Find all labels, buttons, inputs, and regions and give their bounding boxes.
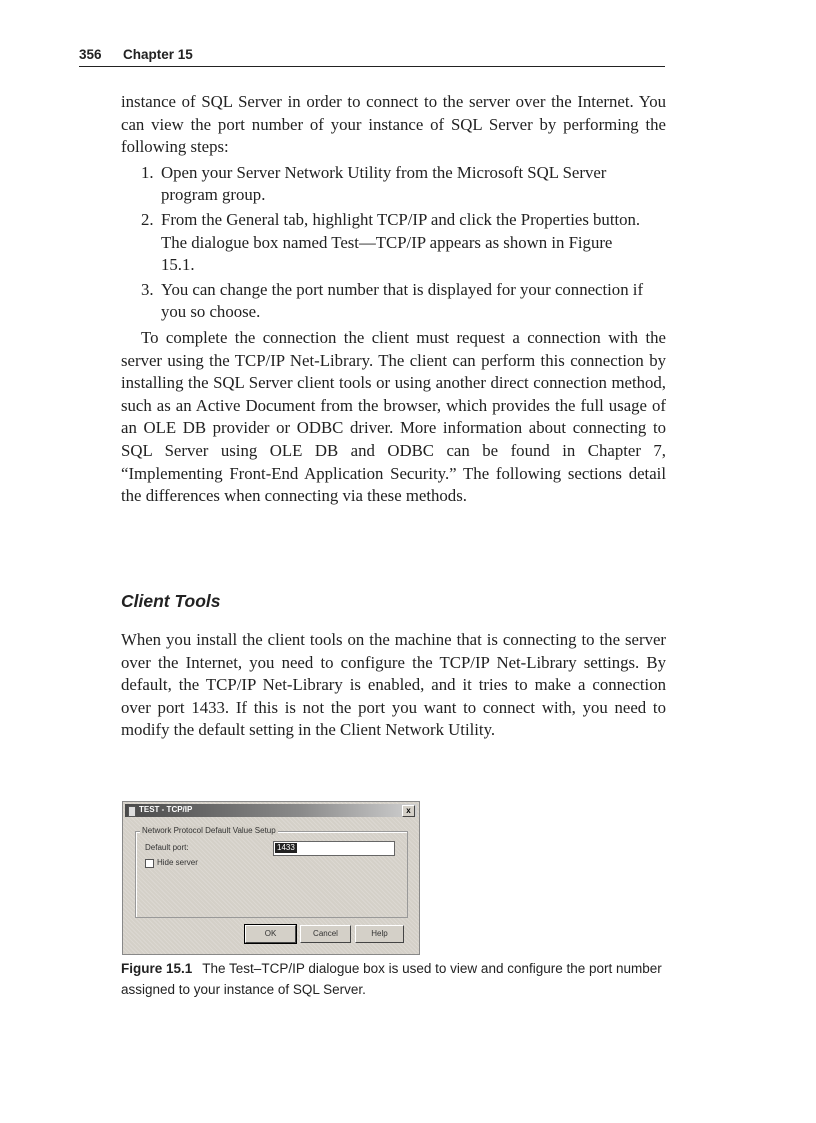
window-icon xyxy=(128,806,136,817)
cancel-button[interactable]: Cancel xyxy=(300,925,351,943)
ok-button[interactable]: OK xyxy=(245,925,296,943)
hide-server-label: Hide server xyxy=(157,858,198,867)
step-text: Open your Server Network Utility from the Microsoft SQL Server program group. xyxy=(161,162,607,205)
step-text: You can change the port number that is displayed for your connection if you so choose. xyxy=(161,279,644,322)
help-button[interactable]: Help xyxy=(355,925,404,943)
body-text xyxy=(121,91,666,508)
running-header xyxy=(79,45,665,67)
list-item xyxy=(121,209,666,277)
section-heading: Client Tools xyxy=(121,591,221,611)
port-value: 1433 xyxy=(277,843,295,852)
dialog-title: TEST - TCP/IP xyxy=(139,805,193,814)
step-number: 1. xyxy=(141,162,154,182)
hide-server-checkbox[interactable] xyxy=(145,859,154,868)
caption-text: The Test–TCP/IP dialogue box is used to view and configure the port number assigned to your instance of SQL Server. xyxy=(121,961,662,997)
intro-paragraph: instance of SQL Server in order to connect to the server over the Internet. You can view the port number of your instance of SQL Server by performing the following steps: xyxy=(121,92,666,157)
list-item xyxy=(121,279,666,324)
page-number: 356 xyxy=(79,47,102,62)
steps-list xyxy=(121,162,666,324)
list-item xyxy=(121,162,666,207)
default-port-label: Default port: xyxy=(145,843,189,852)
chapter-title: Chapter 15 xyxy=(123,47,193,62)
figure-label: Figure 15.1 xyxy=(121,961,193,976)
dialog-titlebar xyxy=(125,804,417,817)
figure-caption xyxy=(121,958,673,1000)
tcpip-dialog-figure xyxy=(122,801,420,955)
client-tools-text xyxy=(121,629,666,742)
step-text: From the General tab, highlight TCP/IP and click the Properties button. The dialogue box named Test—TCP/IP appears as shown in Figure 15.1. xyxy=(161,209,641,275)
close-button[interactable]: x xyxy=(402,805,415,817)
client-tools-paragraph: When you install the client tools on the machine that is connecting to the server over the Internet, you need to configure the TCP/IP Net-Library settings. By default, the TCP/IP Net-Library is enabled, and it tries to make a connection over port 1433. If this is not the port you want to connect with, you need to modify the default setting in the Client Network Utility. xyxy=(121,630,666,740)
connection-paragraph: To complete the connection the client must request a connection with the server using the TCP/IP Net-Library. The client can perform this connection by installing the SQL Server client tools or using another direct connection method, such as an Active Document from the browser, which provides the full usage of an OLE DB provider or ODBC driver. More information about connecting to SQL Server using OLE DB and ODBC can be found in Chapter 7, “Implementing Front-End Application Security.” The following sections detail the differences when connecting via these methods. xyxy=(121,327,666,506)
step-number: 2. xyxy=(141,209,154,229)
step-number: 3. xyxy=(141,279,154,299)
default-port-input[interactable] xyxy=(273,841,395,856)
group-label: Network Protocol Default Value Setup xyxy=(142,826,276,835)
